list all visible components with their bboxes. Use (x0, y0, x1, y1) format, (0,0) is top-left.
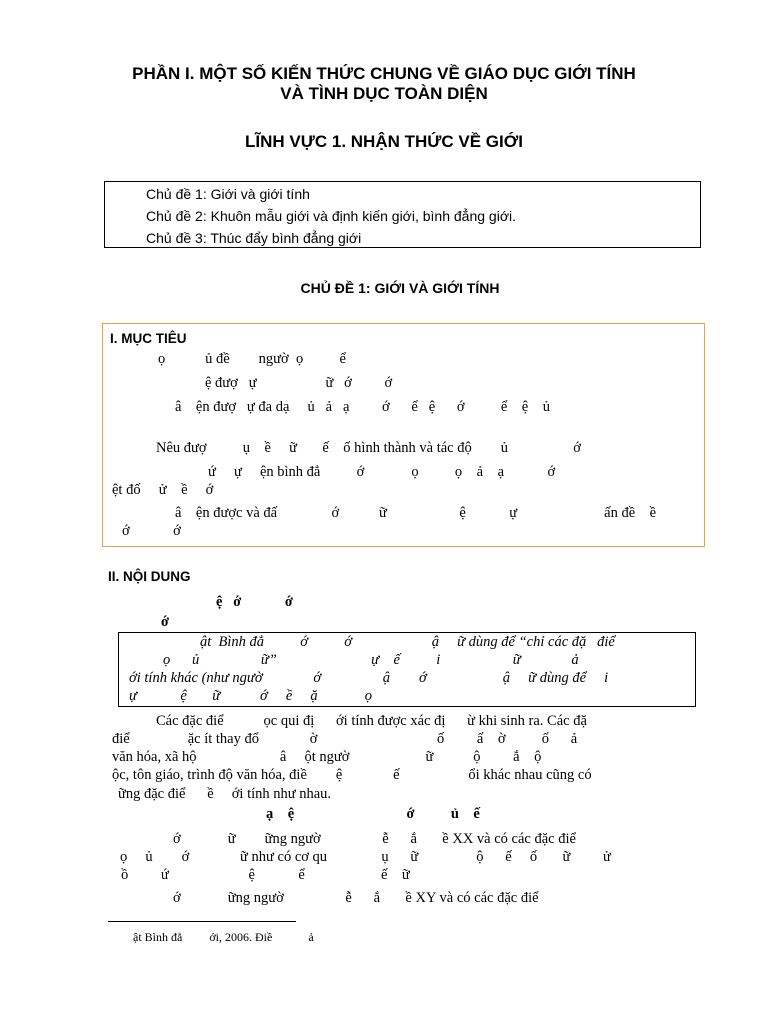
topic-item-1: Chủ đề 1: Giới và giới tính (146, 186, 310, 202)
paragraph-line: ộc, tôn giáo, trình độ văn hóa, điề ệ ế ổi khác nhau cũng có (112, 767, 592, 783)
goal-line: â ện được và đấ ớ ữ ệ ự ấn đề ề (175, 505, 657, 521)
goals-heading: I. MỤC TIÊU (110, 331, 187, 346)
paragraph-line: Các đặc điể ọc qui đị ới tính được xác đị ừ khi sinh ra. Các đặ (156, 713, 587, 729)
paragraph-line: điể ặc ít thay đổ ờ ố ấ ờ ố ả (112, 731, 578, 747)
definition-line: ự ệ ữ ớ ề ặ ọ (129, 688, 373, 704)
topic-item-3: Chủ đề 3: Thúc đẩy bình đẳng giới (146, 230, 362, 246)
definition-line: ật Bình đẳ ớ ớ ậ ữ dùng để “chỉ các đặ điể (200, 634, 615, 650)
content-subheading: ạ ệ ớ ủ ế (266, 806, 480, 822)
footnote: ật Bình đẳ ới, 2006. Điề ả (133, 930, 314, 944)
goal-line: Nêu đượ ụ ề ữ ế ố hình thành và tác độ ủ ớ (156, 440, 581, 456)
paragraph-line: văn hóa, xã hộ â ột ngườ ữ ộ ắ ộ (112, 749, 542, 765)
topic-item-2: Chủ đề 2: Khuôn mẫu giới và định kiến giới, bình đẳng giới. (146, 208, 516, 224)
goal-line: â ện đượ ự đa dạ ủ ả ạ ớ ể ệ ớ ể ệ ủ (175, 399, 550, 415)
footnote-separator (108, 921, 296, 922)
paragraph-line: ớ ững ngườ ễ ắ ề XY và có các đặc điể (173, 890, 539, 906)
topic1-heading: CHỦ ĐỀ 1: GIỚI VÀ GIỚI TÍNH (300, 280, 500, 296)
definition-line: ọ ủ ữ” ự ế i ữ ả (163, 652, 579, 668)
paragraph-line: ững đặc điể ề ới tính như nhau. (118, 786, 332, 802)
title-line-1: PHẦN I. MỘT SỐ KIẾN THỨC CHUNG VỀ GIÁO DỤC GIỚI TÍNH (132, 64, 636, 83)
field-title: LĨNH VỰC 1. NHẬN THỨC VỀ GIỚI (245, 132, 523, 151)
goal-line: ọ ủ đề ngườ ọ ể (158, 351, 346, 367)
goal-line: ứ ự ện bình đẳ ớ ọ ọ ả ạ ớ (208, 464, 556, 480)
topics-box (104, 181, 701, 248)
content-heading: II. NỘI DUNG (108, 569, 191, 584)
content-subheading: ớ (161, 614, 170, 630)
paragraph-line: ớ ữ ững ngườ ễ ắ ề XX và có các đặc điể (173, 831, 576, 847)
definition-line: ới tính khác (như ngườ ớ ậ ớ ậ ữ dùng để i (129, 670, 609, 686)
goal-line: ớ ớ (122, 523, 181, 539)
paragraph-line: ồ ứ ệ ể ế ữ (121, 867, 410, 883)
title-line-2: VÀ TÌNH DỤC TOÀN DIỆN (280, 84, 488, 103)
goal-line: ệt đố ử ề ớ (112, 482, 214, 498)
paragraph-line: ọ ủ ớ ữ như có cơ qu ụ ữ ộ ế ố ữ ử (120, 849, 611, 865)
content-subheading: ệ ớ ớ (216, 594, 293, 610)
goal-line: ệ đượ ự ữ ớ ớ (205, 375, 393, 391)
